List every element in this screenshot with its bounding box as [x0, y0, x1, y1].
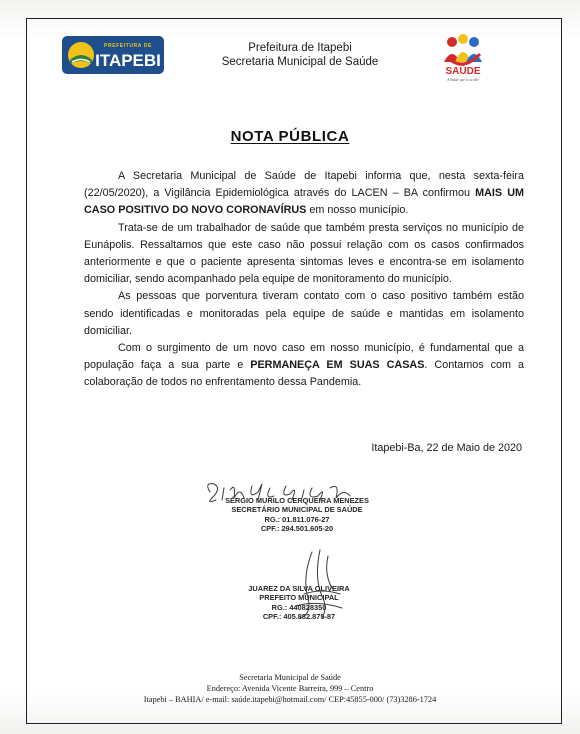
page-title [0, 128, 580, 145]
signatory-2-name: JUAREZ DA SILVA OLIVEIRA [248, 584, 350, 593]
footer-line-3: Itapebi – BAHIA/ e-mail: saúde.itapebi@hotmail.com/ CEP:45855-000/ (73)3286-1724 [143, 695, 437, 704]
svg-text:A Saúde que te acolhe: A Saúde que te acolhe [447, 78, 479, 82]
paragraph-3: As pessoas que porventura tiveram contato com o caso positivo também estão sendo identificadas e monitoradas pela equipe de saúde e mantidas em isolamento domiciliar. [84, 290, 524, 337]
paragraph-1-emphasis: MAIS UM CASO POSITIVO DO NOVO CORONAVÍRUS [84, 187, 524, 217]
signatory-1-cpf: CPF.: 294.501.605-20 [260, 524, 334, 534]
notice-body [84, 168, 524, 392]
header-line-2: Secretaria Municipal de Saúde [221, 56, 379, 68]
svg-text:PREFEITURA DE: PREFEITURA DE [104, 43, 152, 49]
svg-text:ITAPEBI: ITAPEBI [95, 51, 161, 70]
paragraph-1-text-c: em nosso município. [306, 204, 409, 217]
signatory-1-name: SÉRGIO MURILO CERQUEIRA MENEZES [225, 496, 369, 505]
title-text: NOTA PÚBLICA [230, 128, 350, 145]
paragraph-4-text-c: . Contamos com a colaboração de todos no enfrentamento dessa Pandemia. [84, 359, 525, 389]
footer-line-1: Secretaria Municipal de Saúde [239, 673, 341, 682]
signatory-2-rg: RG.: 440828350 [271, 602, 327, 612]
signatory-2-block [226, 584, 372, 622]
paragraph-2: Trata-se de um trabalhador de saúde que também presta serviços no município de Eunápolis. Ressaltamos que este caso não possui relação com os casos confirmados anteriormente e que o paciente apresenta sintomas leves e encontra-se em isolamento domiciliar, sendo acompanhado pela equipe de monitoramento do município. [84, 221, 524, 286]
itapebi-logo [62, 36, 164, 74]
signatory-1-rg: RG.: 01.811.076-27 [264, 514, 330, 524]
signatory-2-cpf: CPF.: 405.882.875-87 [262, 612, 336, 622]
paragraph-1-text-a: A Secretaria Municipal de Saúde de Itapebi informa que, nesta sexta-feira (22/05/2020), a Vigilância Epidemiológica através do LACEN – BA confirmou [84, 170, 524, 200]
header-text [180, 41, 420, 69]
saude-logo [430, 32, 496, 84]
svg-text:SAÚDE: SAÚDE [445, 66, 481, 77]
signatory-1-role: SECRETÁRIO MUNICIPAL DE SAÚDE [231, 505, 363, 515]
paragraph-4 [84, 340, 524, 392]
signatory-2-role: PREFEITO MUNICIPAL [259, 593, 339, 603]
header-line-1: Prefeitura de Itapebi [248, 42, 352, 54]
dateline: Itapebi-Ba, 22 de Maio de 2020 [371, 442, 522, 454]
paragraph-4-text-a: Com o surgimento de um novo caso em nosso município, é fundamental que a população faça a sua parte e [84, 342, 524, 372]
paragraph-4-emphasis: PERMANEÇA EM SUAS CASAS [250, 359, 425, 372]
footer-line-2: Endereço: Avenida Vicente Barreira, 999 – Centro [206, 684, 374, 693]
paragraph-1 [84, 168, 524, 220]
page-footer [0, 672, 580, 705]
signatory-1-block [206, 496, 388, 534]
